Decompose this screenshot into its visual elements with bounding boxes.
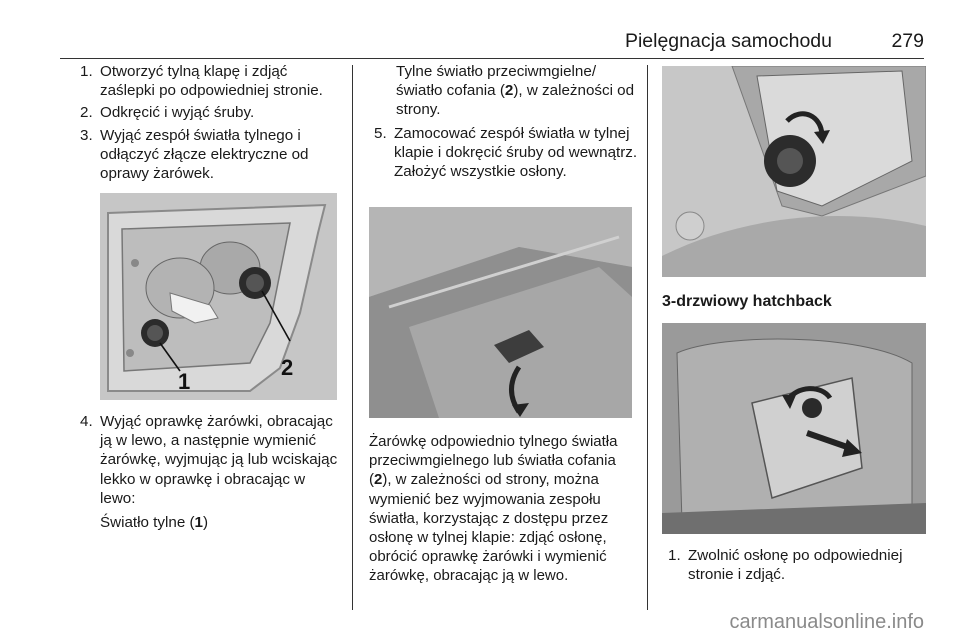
continued-text: Tylne światło przeciwmgielne/ światło cofania (2), w zależności od strony. [396, 63, 635, 119]
step-item: 3. Wyjąć zespół światła tylnego i odłączyć złącze elektryczne od oprawy żarówek. [80, 126, 309, 183]
page-number: 279 [891, 30, 924, 52]
column-divider [647, 65, 648, 610]
watermark: carmanualsonline.info [729, 611, 924, 633]
steps-list [80, 412, 344, 508]
column-2-lower [369, 432, 637, 586]
body-paragraph: Żarówkę odpowiednio tylnego światła przeciwmgielnego lub światła cofania (2), w zależności od strony, można wymienić bez wyjmowania zespołu światła, korzystając z dostępu przez osłonę w tylnej klapie: zdjąć osłonę, obrócić oprawkę żarówki i wymienić żarówkę, obracając ją w lewo. [369, 433, 618, 585]
tail-light-figure [100, 193, 337, 400]
figure-label: 1 [178, 369, 191, 394]
column-1 [80, 62, 344, 186]
column-divider [352, 65, 353, 610]
step-item: 5. Zamocować zespół światła w tylnej klapie i dokręcić śruby od wewnątrz. Założyć wszystkie osłony. [374, 124, 638, 181]
hatchback-cover-figure [662, 323, 926, 534]
column-3 [662, 292, 932, 311]
steps-list [668, 546, 930, 584]
page-title: Pielęgnacja samochodu [624, 30, 832, 52]
column-3-lower [668, 546, 930, 587]
step-item: 2. Odkręcić i wyjąć śruby. [80, 104, 255, 122]
page-header [60, 30, 924, 59]
section-subheading: 3-drzwiowy hatchback [662, 293, 832, 310]
bulb-holder-figure [662, 66, 926, 277]
steps-list [374, 124, 640, 182]
figure-label: 2 [281, 355, 294, 380]
step-item: 1. Otworzyć tylną klapę i zdjąć zaślepki po odpowiedniej stronie. [80, 63, 323, 100]
tailgate-cover-figure [369, 207, 632, 418]
steps-list [80, 62, 344, 183]
column-2 [374, 62, 640, 184]
step-item: 4. Wyjąć oprawkę żarówki, obracając ją w lewo, a następnie wymienić żarówkę, wyjmując ją lub wciskając lekko w oprawkę i obracając w lewo: [80, 413, 338, 507]
step-item: 1. Zwolnić osłonę po odpowiedniej stronie i zdjąć. [668, 547, 903, 584]
column-1-lower [80, 412, 344, 532]
sub-item: Światło tylne (1) [100, 514, 209, 532]
